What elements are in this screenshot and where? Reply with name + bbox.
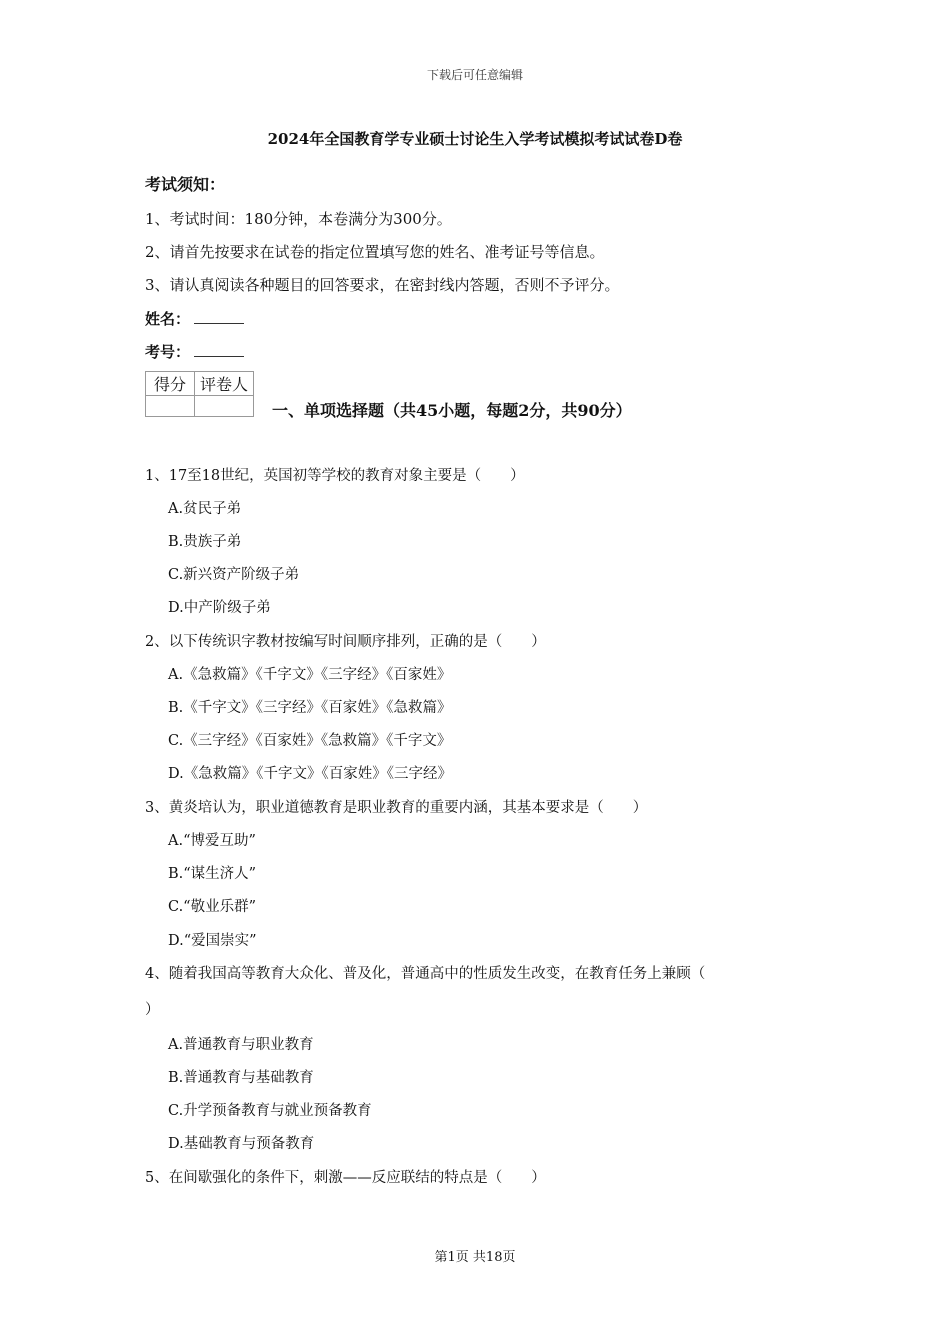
question-option[interactable]: D.“爱国崇实” [168,933,257,949]
question-option[interactable]: D.《急救篇》《千字文》《百家姓》《三字经》 [168,766,452,782]
name-field [145,308,244,329]
question-option[interactable]: C.《三字经》《百家姓》《急救篇》《千字文》 [168,733,452,749]
exam-title: 2024年全国教育学专业硕士讨论生入学考试模拟考试试卷D卷 [267,130,683,148]
grader-header: 评卷人 [195,372,254,396]
question-option[interactable]: A.贫民子弟 [168,501,242,517]
score-table [145,371,254,417]
page-header: 下载后可任意编辑 [426,68,523,82]
question-option[interactable]: B.《千字文》《三字经》《百家姓》《急救篇》 [168,700,452,716]
question-option[interactable]: C.新兴资产阶级子弟 [168,567,300,583]
question-stem: 4、随着我国高等教育大众化、普及化，普通高中的性质发生改变，在教育任务上兼顾（ [145,966,706,982]
score-header: 得分 [146,372,195,396]
id-label: 考号： [145,343,191,361]
notice-item: 2、请首先按要求在试卷的指定位置填写您的姓名、准考证号等信息。 [145,243,605,261]
grader-cell[interactable] [195,396,254,417]
question-stem: 5、在间歇强化的条件下，刺激——反应联结的特点是（ ） [145,1170,546,1186]
score-cell[interactable] [146,396,195,417]
notice-item: 3、请认真阅读各种题目的回答要求，在密封线内答题，否则不予评分。 [145,276,620,294]
question-stem-continued: ） [145,1002,160,1018]
question-option[interactable]: D.中产阶级子弟 [168,600,271,616]
question-option[interactable]: D.基础教育与预备教育 [168,1136,315,1152]
question-option[interactable]: B.“谋生济人” [168,866,257,882]
notice-heading: 考试须知： [145,175,226,194]
question-option[interactable]: C.“敬业乐群” [168,899,257,915]
question-option[interactable]: C.升学预备教育与就业预备教育 [168,1103,372,1119]
question-option[interactable]: B.贵族子弟 [168,534,242,550]
page-footer: 第1页 共18页 [434,1250,516,1265]
question-stem: 2、以下传统识字教材按编写时间顺序排列，正确的是（ ） [145,634,546,650]
id-blank[interactable] [194,342,244,357]
notice-item: 1、考试时间：180分钟，本卷满分为300分。 [145,210,452,228]
section-title: 一、单项选择题（共45小题，每题2分，共90分） [272,401,632,420]
name-label: 姓名： [145,310,191,328]
question-stem: 3、黄炎培认为，职业道德教育是职业教育的重要内涵，其基本要求是（ ） [145,800,648,816]
name-blank[interactable] [194,309,244,324]
question-option[interactable]: A.《急救篇》《千字文》《三字经》《百家姓》 [168,667,452,683]
id-field [145,341,244,362]
question-stem: 1、17至18世纪，英国初等学校的教育对象主要是（ ） [145,468,525,484]
question-option[interactable]: A.普通教育与职业教育 [168,1037,314,1053]
question-option[interactable]: A.“博爱互助” [168,833,256,849]
question-option[interactable]: B.普通教育与基础教育 [168,1070,314,1086]
